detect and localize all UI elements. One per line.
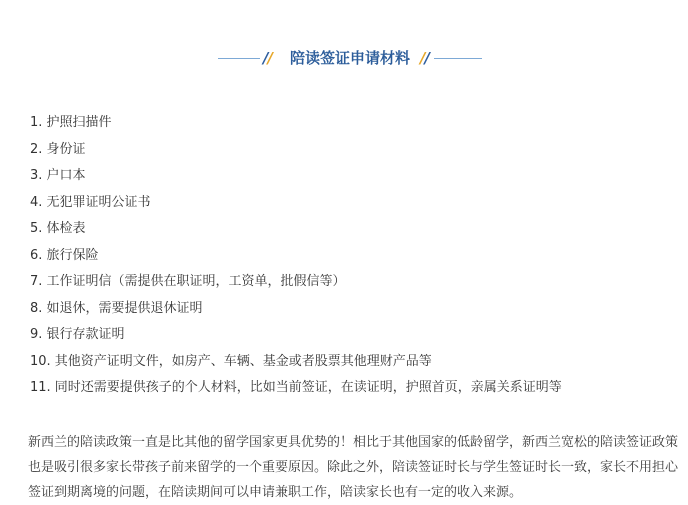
list-item: 5. 体检表	[30, 221, 86, 236]
section-title: 陪读签证申请材料	[289, 49, 410, 67]
list-item: 2. 身份证	[30, 141, 86, 157]
list-item: 3. 户口本	[30, 168, 86, 183]
list-item: 6. 旅行保险	[30, 247, 99, 263]
list-item: 7. 工作证明信（需提供在职证明，工资单，批假信等）	[30, 274, 346, 289]
list-item: 10. 其他资产证明文件，如房产、车辆、基金或者股票其他理财产品等	[30, 353, 432, 369]
list-item: 8. 如退休，需要提供退休证明	[30, 300, 203, 316]
list-item: 11. 同时还需要提供孩子的个人材料，比如当前签证，在读证明，护照首页，亲属关系证明等	[30, 380, 562, 395]
header-slashes-right: //	[420, 49, 429, 67]
list-item: 4. 无犯罪证明公证书	[30, 194, 151, 210]
header-rule-left	[218, 58, 260, 59]
header-slashes-left: //	[263, 49, 272, 67]
materials-list	[30, 110, 562, 402]
body-paragraph: 新西兰的陪读政策一直是比其他的留学国家更具优势的！相比于其他国家的低龄留学，新西兰宽松的陪读签证政策也是吸引很多家长带孩子前来留学的一个重要原因。除此之外，陪读签证时长与学生签证时长一致，家长不用担心签证到期离境的问题，在陪读期间可以申请兼职工作，陪读家长也有一定的收入来源。	[28, 435, 679, 500]
header-rule-right	[434, 58, 482, 59]
list-item: 9. 银行存款证明	[30, 327, 125, 342]
section-header	[0, 44, 688, 74]
list-item: 1. 护照扫描件	[30, 115, 112, 130]
